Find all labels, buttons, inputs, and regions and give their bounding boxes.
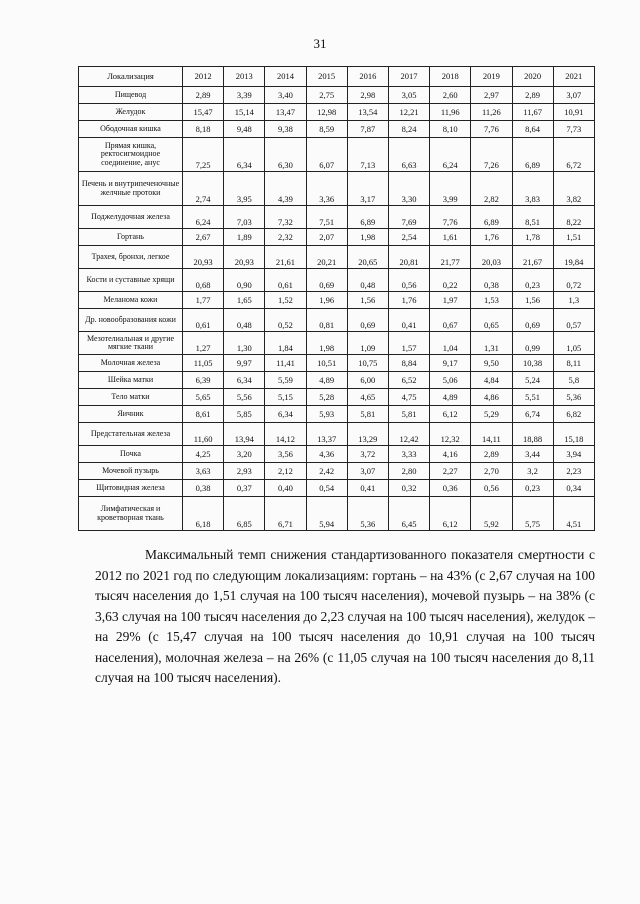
table-cell: 6,85 [224,497,265,531]
table-cell: 1,51 [553,229,594,246]
table-cell: 7,76 [430,206,471,229]
table-cell: 11,96 [430,104,471,121]
table-row [79,206,595,229]
table-cell: 0,32 [388,480,429,497]
table-body [79,87,595,531]
header-year: 2012 [183,67,224,87]
table-cell: 0,41 [347,480,388,497]
table-cell: 0,48 [347,269,388,292]
table-cell: 13,54 [347,104,388,121]
table-cell: 6,24 [183,206,224,229]
table-cell: 6,45 [388,497,429,531]
table-cell: 4,51 [553,497,594,531]
table-cell: 3,07 [553,87,594,104]
table-cell: 1,97 [430,292,471,309]
table-row [79,497,595,531]
table-cell: 12,21 [388,104,429,121]
table-cell: 8,18 [183,121,224,138]
table-cell: 4,86 [471,389,512,406]
table-cell: 6,18 [183,497,224,531]
table-cell: 6,63 [388,138,429,172]
table-cell: 7,87 [347,121,388,138]
table-cell: 0,38 [183,480,224,497]
table-cell: 5,29 [471,406,512,423]
table-cell: 5,93 [306,406,347,423]
table-cell: 1,78 [512,229,553,246]
table-cell: 5,36 [347,497,388,531]
row-label: Почка [79,446,183,463]
table-cell: 4,89 [430,389,471,406]
table-cell: 10,51 [306,355,347,372]
table-cell: 1,04 [430,332,471,355]
table-cell: 0,48 [224,309,265,332]
table-cell: 5,81 [388,406,429,423]
table-cell: 15,47 [183,104,224,121]
table-cell: 7,51 [306,206,347,229]
table-cell: 20,03 [471,246,512,269]
table-row [79,292,595,309]
table-cell: 4,36 [306,446,347,463]
table-cell: 8,24 [388,121,429,138]
table-cell: 12,98 [306,104,347,121]
table-cell: 2,67 [183,229,224,246]
table-header-row [79,67,595,87]
table-cell: 7,13 [347,138,388,172]
table-cell: 0,37 [224,480,265,497]
row-label: Пищевод [79,87,183,104]
table-cell: 18,88 [512,423,553,446]
table-cell: 8,22 [553,206,594,229]
table-cell: 5,92 [471,497,512,531]
row-label: Желудок [79,104,183,121]
table-cell: 5,15 [265,389,306,406]
table-cell: 6,34 [224,372,265,389]
table-row [79,355,595,372]
table-cell: 5,59 [265,372,306,389]
row-label: Трахея, бронхи, легкое [79,246,183,269]
row-label: Ободочная кишка [79,121,183,138]
table-cell: 2,54 [388,229,429,246]
table-cell: 10,91 [553,104,594,121]
table-cell: 3,56 [265,446,306,463]
table-cell: 13,47 [265,104,306,121]
page-number: 31 [313,36,327,51]
table-cell: 0,41 [388,309,429,332]
table-row [79,446,595,463]
table-cell: 7,26 [471,138,512,172]
table-cell: 8,59 [306,121,347,138]
header-year: 2019 [471,67,512,87]
table-row [79,104,595,121]
table-cell: 6,34 [265,406,306,423]
table-cell: 19,84 [553,246,594,269]
table-cell: 8,11 [553,355,594,372]
table-cell: 10,38 [512,355,553,372]
table-cell: 14,12 [265,423,306,446]
table-cell: 5,75 [512,497,553,531]
table-cell: 6,82 [553,406,594,423]
table-cell: 6,71 [265,497,306,531]
table-cell: 20,93 [224,246,265,269]
table-cell: 20,93 [183,246,224,269]
table-cell: 5,65 [183,389,224,406]
table-cell: 7,32 [265,206,306,229]
table-cell: 21,77 [430,246,471,269]
table-cell: 2,07 [306,229,347,246]
table-cell: 0,22 [430,269,471,292]
table-row [79,463,595,480]
table-cell: 6,39 [183,372,224,389]
table-row [79,332,595,355]
table-cell: 2,32 [265,229,306,246]
table-cell: 3,33 [388,446,429,463]
table-cell: 0,54 [306,480,347,497]
table-cell: 1,27 [183,332,224,355]
table-cell: 1,31 [471,332,512,355]
table-cell: 3,2 [512,463,553,480]
header-year: 2021 [553,67,594,87]
table-cell: 0,34 [553,480,594,497]
table-cell: 1,52 [265,292,306,309]
table-cell: 14,11 [471,423,512,446]
table-row [79,372,595,389]
table-cell: 4,84 [471,372,512,389]
table-cell: 2,75 [306,87,347,104]
table-cell: 13,29 [347,423,388,446]
table-cell: 0,72 [553,269,594,292]
table-cell: 5,36 [553,389,594,406]
table-cell: 2,23 [553,463,594,480]
table-cell: 2,97 [471,87,512,104]
table-row [79,172,595,206]
table-cell: 0,36 [430,480,471,497]
table-cell: 3,30 [388,172,429,206]
row-label: Др. новообразования кожи [79,309,183,332]
table-cell: 2,98 [347,87,388,104]
table-cell: 1,98 [347,229,388,246]
table-cell: 20,81 [388,246,429,269]
table-cell: 2,70 [471,463,512,480]
header-year: 2020 [512,67,553,87]
table-cell: 5,28 [306,389,347,406]
table-cell: 11,67 [512,104,553,121]
table-cell: 3,63 [183,463,224,480]
header-year: 2016 [347,67,388,87]
table-row [79,138,595,172]
table-cell: 4,75 [388,389,429,406]
header-year: 2013 [224,67,265,87]
table-cell: 3,99 [430,172,471,206]
table-cell: 1,30 [224,332,265,355]
table-row [79,269,595,292]
table-cell: 0,52 [265,309,306,332]
table-cell: 2,60 [430,87,471,104]
table-row [79,389,595,406]
table-cell: 0,56 [471,480,512,497]
table-cell: 2,89 [183,87,224,104]
table-cell: 0,81 [306,309,347,332]
row-label: Меланома кожи [79,292,183,309]
header-label: Локализация [79,67,183,87]
table-row [79,246,595,269]
table-cell: 9,50 [471,355,512,372]
table-cell: 6,07 [306,138,347,172]
table-cell: 3,36 [306,172,347,206]
table-cell: 4,65 [347,389,388,406]
table-cell: 2,80 [388,463,429,480]
table-row [79,87,595,104]
table-cell: 0,57 [553,309,594,332]
table-cell: 6,89 [512,138,553,172]
table-cell: 2,12 [265,463,306,480]
table-cell: 1,89 [224,229,265,246]
table-cell: 1,76 [388,292,429,309]
table-cell: 9,17 [430,355,471,372]
table-cell: 5,56 [224,389,265,406]
table-cell: 6,52 [388,372,429,389]
table-cell: 9,38 [265,121,306,138]
table-cell: 4,16 [430,446,471,463]
table-cell: 1,98 [306,332,347,355]
table-cell: 2,74 [183,172,224,206]
summary-paragraph: Максимальный темп снижения стандартизованного показателя смертности с 2012 по 2021 год по следующим локализациям: гортань – на 43% (с 2,67 случая на 100 тысяч населения до 1,51 случая на 100 тысяч населения), мочевой пузырь – на 38% (с 3,63 случая на 100 тысяч населения до 2,23 случая на 100 тысяч населения), желудок – на 29% (с 15,47 случая на 100 тысяч населения до 10,91 случая на 100 тысяч населения), молочная железа – на 26% (с 11,05 случая на 100 тысяч населения до 8,11 случая на 100 тысяч населения). [95,547,595,685]
table-cell: 6,12 [430,497,471,531]
table-cell: 4,39 [265,172,306,206]
table-row [79,121,595,138]
table-cell: 2,89 [512,87,553,104]
row-label: Мочевой пузырь [79,463,183,480]
table-cell: 11,41 [265,355,306,372]
row-label: Молочная железа [79,355,183,372]
row-label: Щитовидная железа [79,480,183,497]
table-cell: 5,24 [512,372,553,389]
table-cell: 1,57 [388,332,429,355]
row-label: Кости и суставные хрящи [79,269,183,292]
table-cell: 5,81 [347,406,388,423]
table-cell: 9,97 [224,355,265,372]
table-cell: 1,56 [512,292,553,309]
table-cell: 7,03 [224,206,265,229]
table-cell: 9,48 [224,121,265,138]
table-cell: 0,99 [512,332,553,355]
table-cell: 3,83 [512,172,553,206]
row-label: Шейка матки [79,372,183,389]
table-cell: 12,42 [388,423,429,446]
header-year: 2017 [388,67,429,87]
table-cell: 2,27 [430,463,471,480]
row-label: Тело матки [79,389,183,406]
table-cell: 15,18 [553,423,594,446]
table-cell: 4,89 [306,372,347,389]
table-cell: 2,93 [224,463,265,480]
table-cell: 0,65 [471,309,512,332]
header-year: 2015 [306,67,347,87]
table-cell: 5,06 [430,372,471,389]
table-cell: 6,89 [471,206,512,229]
table-cell: 11,05 [183,355,224,372]
table-cell: 6,72 [553,138,594,172]
table-cell: 1,09 [347,332,388,355]
table-cell: 6,00 [347,372,388,389]
table-cell: 8,51 [512,206,553,229]
table-cell: 3,72 [347,446,388,463]
table-cell: 8,61 [183,406,224,423]
mortality-table [78,66,595,531]
table-cell: 20,65 [347,246,388,269]
table-cell: 8,64 [512,121,553,138]
table-cell: 20,21 [306,246,347,269]
table-cell: 0,68 [183,269,224,292]
table-cell: 0,40 [265,480,306,497]
table-cell: 7,25 [183,138,224,172]
table-cell: 1,77 [183,292,224,309]
table-cell: 3,44 [512,446,553,463]
table-cell: 0,38 [471,269,512,292]
table-cell: 7,76 [471,121,512,138]
table-cell: 13,94 [224,423,265,446]
table-row [79,406,595,423]
table-cell: 3,05 [388,87,429,104]
table-cell: 3,07 [347,463,388,480]
table-cell: 6,30 [265,138,306,172]
table-cell: 1,76 [471,229,512,246]
table-cell: 13,37 [306,423,347,446]
header-year: 2018 [430,67,471,87]
table-cell: 2,89 [471,446,512,463]
table-cell: 3,94 [553,446,594,463]
table-cell: 0,69 [347,309,388,332]
table-row [79,229,595,246]
row-label: Лимфатическая и кроветворная ткань [79,497,183,531]
table-row [79,309,595,332]
table-cell: 6,24 [430,138,471,172]
table-cell: 0,69 [306,269,347,292]
table-cell: 1,84 [265,332,306,355]
table-cell: 5,51 [512,389,553,406]
table-cell: 21,67 [512,246,553,269]
table-cell: 0,61 [265,269,306,292]
table-cell: 6,89 [347,206,388,229]
table-cell: 7,69 [388,206,429,229]
table-cell: 0,67 [430,309,471,332]
row-label: Поджелудочная железа [79,206,183,229]
table-cell: 2,42 [306,463,347,480]
row-label: Яичник [79,406,183,423]
table-cell: 2,82 [471,172,512,206]
table-cell: 8,84 [388,355,429,372]
table-cell: 0,90 [224,269,265,292]
table-cell: 10,75 [347,355,388,372]
table-cell: 1,96 [306,292,347,309]
row-label: Предстательная железа [79,423,183,446]
table-cell: 5,85 [224,406,265,423]
table-cell: 15,14 [224,104,265,121]
table-cell: 6,34 [224,138,265,172]
table-row [79,480,595,497]
row-label: Печень и внутрипеченочные желчные протоки [79,172,183,206]
table-cell: 8,10 [430,121,471,138]
table-cell: 11,60 [183,423,224,446]
table-cell: 21,61 [265,246,306,269]
table-cell: 3,17 [347,172,388,206]
table-cell: 1,53 [471,292,512,309]
table-cell: 0,61 [183,309,224,332]
table-cell: 1,3 [553,292,594,309]
table-cell: 3,82 [553,172,594,206]
table-cell: 1,56 [347,292,388,309]
table-cell: 3,40 [265,87,306,104]
table-cell: 0,56 [388,269,429,292]
table-cell: 1,05 [553,332,594,355]
table-cell: 0,23 [512,269,553,292]
table-cell: 6,12 [430,406,471,423]
row-label: Прямая кишка, ректосигмоидное соединение, анус [79,138,183,172]
table-cell: 1,61 [430,229,471,246]
row-label: Гортань [79,229,183,246]
table-cell: 0,23 [512,480,553,497]
row-label: Мезотелиальная и другие мягкие ткани [79,332,183,355]
header-year: 2014 [265,67,306,87]
table-cell: 4,25 [183,446,224,463]
table-cell: 0,69 [512,309,553,332]
table-cell: 11,26 [471,104,512,121]
table-cell: 3,39 [224,87,265,104]
table-cell: 7,73 [553,121,594,138]
table-cell: 5,8 [553,372,594,389]
table-cell: 6,74 [512,406,553,423]
table-cell: 5,94 [306,497,347,531]
table-cell: 3,95 [224,172,265,206]
table-cell: 1,65 [224,292,265,309]
table-cell: 12,32 [430,423,471,446]
table-cell: 3,20 [224,446,265,463]
table-row [79,423,595,446]
